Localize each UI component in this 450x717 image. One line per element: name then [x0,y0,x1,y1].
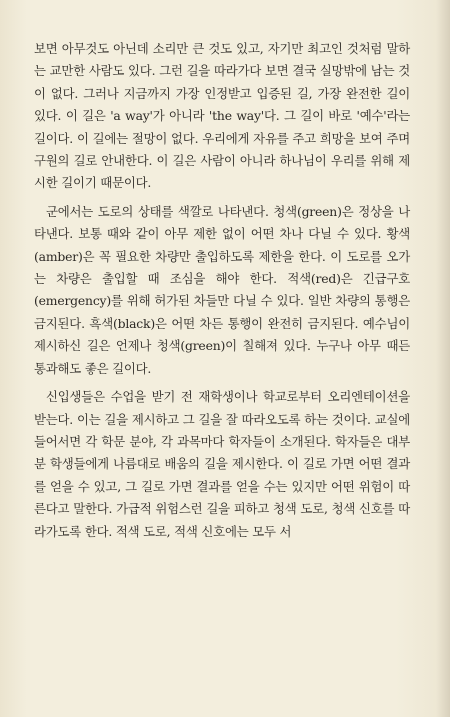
paragraph-3: 신입생들은 수업을 받기 전 재학생이나 학교로부터 오리엔테이션을 받는다. 이는 길을 제시하고 그 길을 잘 따라오도록 하는 것이다. 교실에 들어서면 각 학문 분야, 각 과목마다 학자들이 소개된다. 학자들은 대부분 학생들에게 나름대로 배움의 길을 제시한다. 이 길로 가면 어떤 결과를 얻을 수 있고, 그 길로 가면 결과를 얻을 수는 있지만 어떤 위험이 따른다고 말한다. 가급적 위험스런 길을 피하고 청색 도로, 청색 신호를 따라가도록 한다. 적색 도로, 적색 신호에는 모두 서 [34,389,410,539]
page-edge-shadow [436,0,450,717]
body-text [34,38,410,543]
paragraph-2: 군에서는 도로의 상태를 색깔로 나타낸다. 청색(green)은 정상을 나타낸다. 보통 때와 같이 아무 제한 없이 어떤 차나 다닐 수 있다. 황색(amber)은 꼭 필요한 차량만 출입하도록 제한을 한다. 이 도로를 오가는 차량은 출입할 때 조심을 해야 한다. 적색(red)은 긴급구호(emergency)를 위해 허가된 차들만 다닐 수 있다. 일반 차량의 통행은 금지된다. 흑색(black)은 어떤 차든 통행이 완전히 금지된다. 예수님이 제시하신 길은 언제나 청색(green)이 칠해져 있다. 누구나 아무 때든 통과해도 좋은 길이다. [34,203,410,376]
paragraph-1: 보면 아무것도 아닌데 소리만 큰 것도 있고, 자기만 최고인 것처럼 말하는 교만한 사람도 있다. 그런 길을 따라가다 보면 결국 실망밖에 남는 것이 없다. 그러나 지금까지 가장 인정받고 입증된 길, 가장 완전한 길이 있다. 이 길은 'a way'가 아니라 'the way'다. 그 길이 바로 '예수'라는 길이다. 이 길에는 절망이 없다. 우리에게 자유를 주고 희망을 보여 주며 구원의 길로 안내한다. 이 길은 사람이 아니라 하나님이 우리를 위해 제시한 길이기 때문이다. [34,41,410,191]
